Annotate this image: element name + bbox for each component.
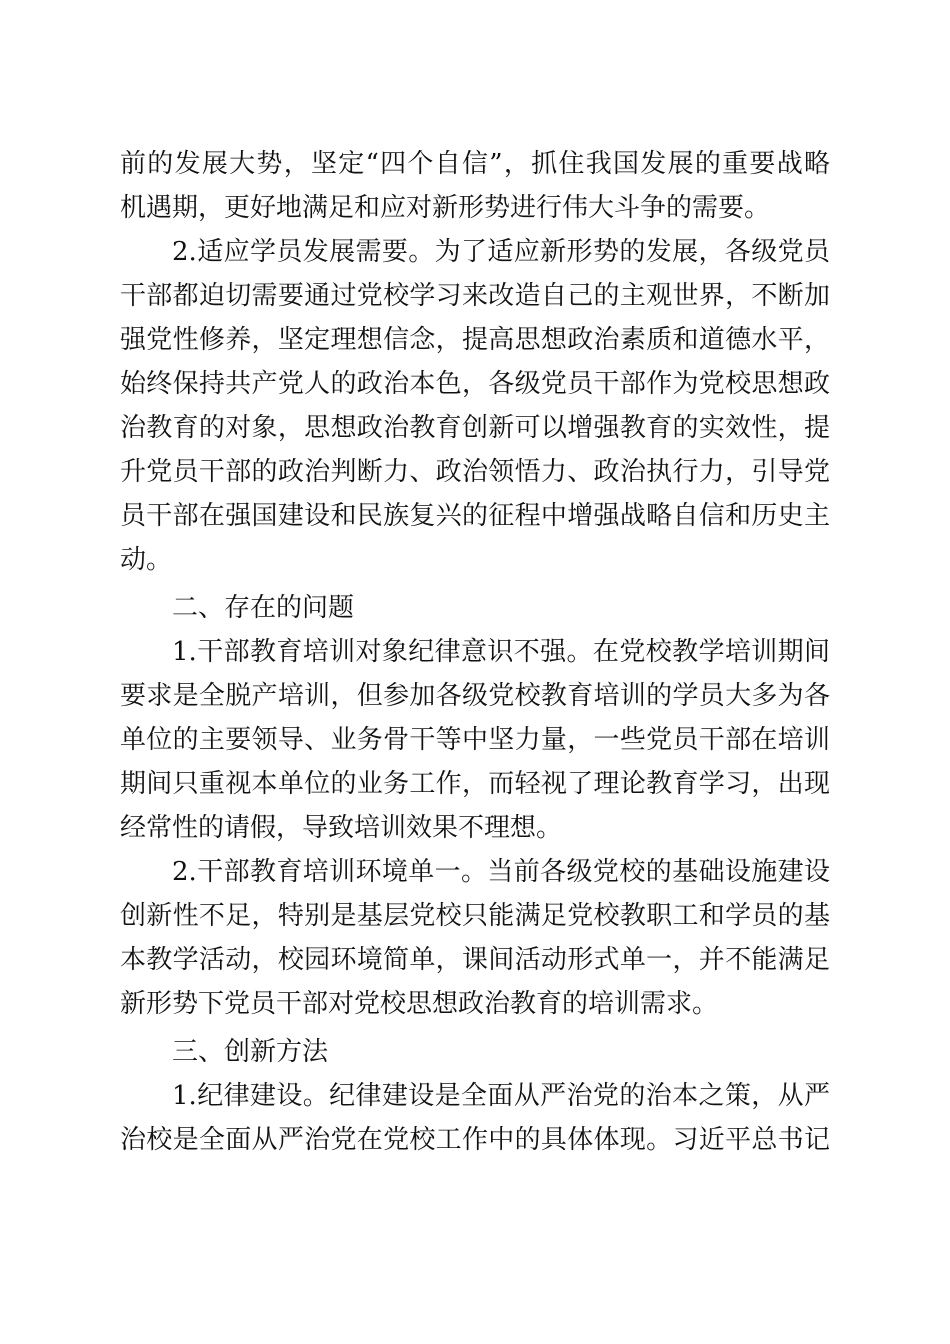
text-line: 2.适应学员发展需要。为了适应新形势的发展，各级党员 <box>172 237 830 267</box>
section-heading: 二、存在的问题 <box>172 593 355 623</box>
text-line: 始终保持共产党人的政治本色，各级党员干部作为党校思想政 <box>120 369 830 399</box>
text-line: 治教育的对象，思想政治教育创新可以增强教育的实效性，提 <box>120 413 830 443</box>
text-line: 经常性的请假，导致培训效果不理想。 <box>120 813 563 843</box>
text-line: 单位的主要领导、业务骨干等中坚力量，一些党员干部在培训 <box>120 725 830 755</box>
text-line: 强党性修养，坚定理想信念，提高思想政治素质和道德水平， <box>120 325 830 355</box>
text-line: 创新性不足，特别是基层党校只能满足党校教职工和学员的基 <box>120 901 830 931</box>
text-line: 本教学活动，校园环境简单，课间活动形式单一，并不能满足 <box>120 945 830 975</box>
text-line: 1.纪律建设。纪律建设是全面从严治党的治本之策，从严 <box>172 1081 830 1111</box>
text-line: 机遇期，更好地满足和应对新形势进行伟大斗争的需要。 <box>120 193 771 223</box>
text-line: 动。 <box>120 545 173 575</box>
section-heading: 三、创新方法 <box>172 1037 329 1067</box>
text-line: 期间只重视本单位的业务工作，而轻视了理论教育学习，出现 <box>120 769 830 799</box>
text-line: 1.干部教育培训对象纪律意识不强。在党校教学培训期间 <box>172 637 830 667</box>
text-line: 升党员干部的政治判断力、政治领悟力、政治执行力，引导党 <box>120 457 830 487</box>
text-line: 员干部在强国建设和民族复兴的征程中增强战略自信和历史主 <box>120 501 830 531</box>
text-line: 前的发展大势，坚定“四个自信”，抓住我国发展的重要战略 <box>120 149 830 179</box>
text-line: 治校是全面从严治党在党校工作中的具体体现。习近平总书记 <box>120 1125 830 1155</box>
text-line: 要求是全脱产培训，但参加各级党校教育培训的学员大多为各 <box>120 681 830 711</box>
text-line: 新形势下党员干部对党校思想政治教育的培训需求。 <box>120 989 719 1019</box>
text-line: 干部都迫切需要通过党校学习来改造自己的主观世界，不断加 <box>120 281 830 311</box>
text-line: 2.干部教育培训环境单一。当前各级党校的基础设施建设 <box>172 857 830 887</box>
